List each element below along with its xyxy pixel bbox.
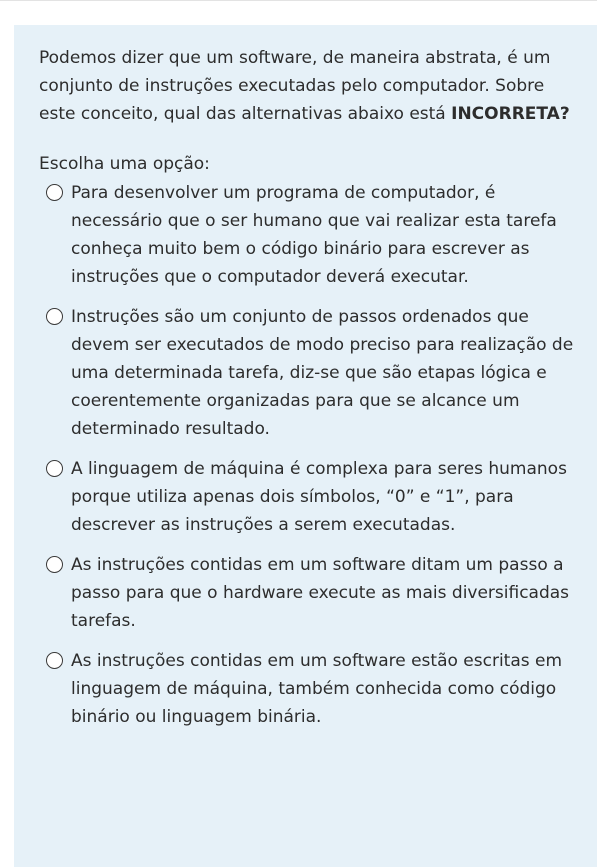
- answer-option-text: Para desenvolver um programa de computador, é necessário que o ser humano que vai realizar esta tarefa conheça muito bem o código binário para escrever as instruções que o computador deverá executar.: [71, 183, 557, 287]
- top-divider: [0, 0, 597, 1]
- radio-button-icon[interactable]: [46, 184, 63, 201]
- answer-option-1[interactable]: [39, 179, 583, 291]
- radio-button-icon[interactable]: [46, 652, 63, 669]
- question-card: [14, 25, 597, 867]
- radio-button-icon[interactable]: [46, 308, 63, 325]
- radio-button-icon[interactable]: [46, 460, 63, 477]
- answer-option-text: As instruções contidas em um software estão escritas em linguagem de máquina, também conhecida como código binário ou linguagem binária.: [71, 651, 563, 727]
- choose-option-label: Escolha uma opção:: [39, 154, 210, 174]
- question-emphasis: INCORRETA?: [451, 104, 570, 124]
- answer-option-3[interactable]: [39, 455, 583, 539]
- answer-option-2[interactable]: [39, 303, 583, 443]
- answer-option-text: A linguagem de máquina é complexa para seres humanos porque utiliza apenas dois símbolos, “0” e “1”, para descrever as instruções a serem executadas.: [71, 459, 567, 535]
- answer-option-text: Instruções são um conjunto de passos ordenados que devem ser executados de modo preciso para realização de uma determinada tarefa, diz-se que são etapas lógica e coerentemente organizadas para que se alcance um determinado resultado.: [71, 307, 574, 439]
- answer-options: [39, 179, 583, 731]
- radio-button-icon[interactable]: [46, 556, 63, 573]
- question-text: [39, 44, 583, 128]
- question-text-body: Podemos dizer que um software, de maneira abstrata, é um conjunto de instruções executadas pelo computador. Sobre este conceito, qual das alternativas abaixo está: [39, 48, 551, 124]
- answer-option-5[interactable]: [39, 647, 583, 731]
- answer-option-text: As instruções contidas em um software ditam um passo a passo para que o hardware execute as mais diversificadas tarefas.: [71, 555, 570, 631]
- answer-option-4[interactable]: [39, 551, 583, 635]
